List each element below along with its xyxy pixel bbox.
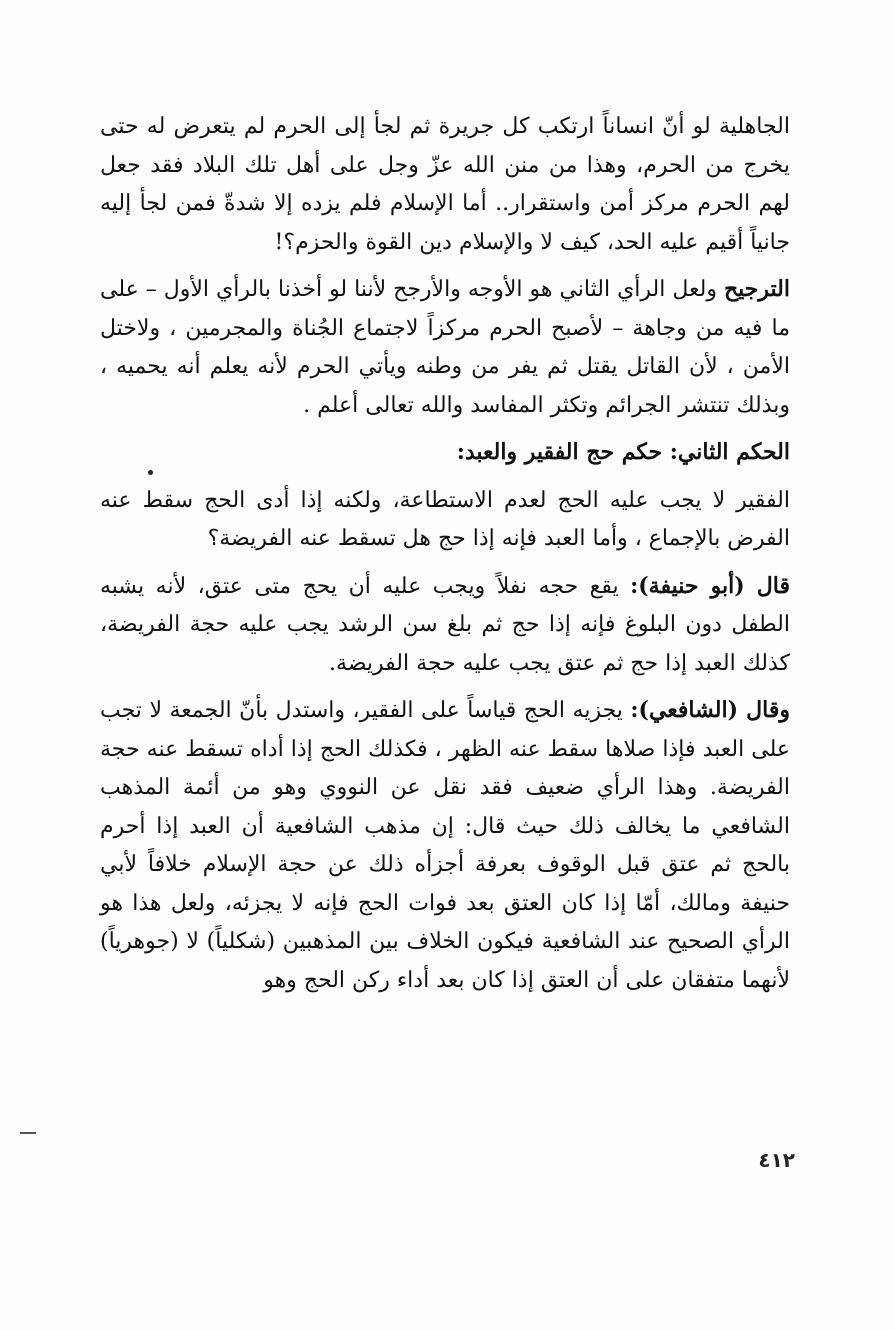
paragraph-1 <box>100 108 790 262</box>
faqir-text: الفقير لا يجب عليه الحج لعدم الاستطاعة، ولكنه إذا أدى الحج سقط عنه الفرض بالإجماع ، وأما العبد فإنه إذا حج هل تسقط عنه الفريضة؟ <box>100 487 790 551</box>
abu-hanifa-text: يقع حجه نفلاً ويجب عليه أن يحج متى عتق، لأنه يشبه الطفل دون البلوغ فإنه إذا حج ثم بلغ سن الرشد يجب عليه حجة الفريضة، كذلك العبد إذا حج ثم عتق يجب عليه حجة الفريضة. <box>100 573 790 676</box>
section-heading: الحكم الثاني: حكم حج الفقير والعبد: <box>456 439 790 465</box>
page-number: ٤١٢ <box>758 1148 795 1172</box>
shafii-text: يجزيه الحج قياساً على الفقير، واستدل بأنّ الجمعة لا تجب على العبد فإذا صلاها سقط عنه الظهر ، فكذلك الحج إذا أداه تسقط عنه حجة الفريضة. وهذا الرأي ضعيف فقد نقل عن النووي وهو من أئمة المذهب الشافعي ما يخالف ذلك حيث قال: إن مذهب الشافعية أن العبد إذا أحرم بالحج ثم عتق قبل الوقوف بعرفة أجزأه ذلك عن حجة الإسلام خلافاً لأبي حنيفة ومالك، أمّا إذا كان العتق بعد فوات الحج فإنه لا يجزئه، ولعل هذا هو الرأي الصحيح عند الشافعية فيكون الخلاف بين المذهبين (شكلياً) لا (جوهرياً) لأنهما متفقان على أن العتق إذا كان بعد أداء ركن الحج وهو <box>100 698 790 993</box>
page-body <box>100 108 790 1008</box>
paragraph-abu-hanifa <box>100 567 790 684</box>
tarjih-lead: الترجيح <box>723 276 790 302</box>
tarjih-text: ولعل الرأي الثاني هو الأوجه والأرجح لأننا لو أخذنا بالرأي الأول – على ما فيه من وجاهة – لأصبح الحرم مركزاً لاجتماع الجُناة والمجرمين ، ولاختل الأمن ، لأن القاتل يقتل ثم يفر من وطنه ويأتي الحرم لأنه يعلم أنه يحميه ، وبذلك تنتشر الجرائم وتكثر المفاسد والله تعالى أعلم . <box>100 277 790 418</box>
margin-mark <box>20 1132 36 1134</box>
shafii-lead: وقال (الشافعي): <box>630 697 790 723</box>
abu-hanifa-lead: قال (أبو حنيفة): <box>630 572 790 599</box>
stray-dot <box>148 470 153 475</box>
paragraph-faqir <box>100 482 790 559</box>
paragraph-shafii <box>100 691 790 1000</box>
paragraph-1-text: الجاهلية لو أنّ انساناً ارتكب كل جريرة ثم لجأ إلى الحرم لم يتعرض له حتى يخرج من الحرم، وهذا من منن الله عزّ وجل على أهل تلك البلاد فقد جعل لهم الحرم مركز أمن واستقرار.. أما الإسلام فلم يزده إلا شدةّ فمن لجأ إليه جانياً أقيم عليه الحد، كيف لا والإسلام دين القوة والحزم؟! <box>100 114 790 255</box>
paragraph-tarjih <box>100 270 790 425</box>
